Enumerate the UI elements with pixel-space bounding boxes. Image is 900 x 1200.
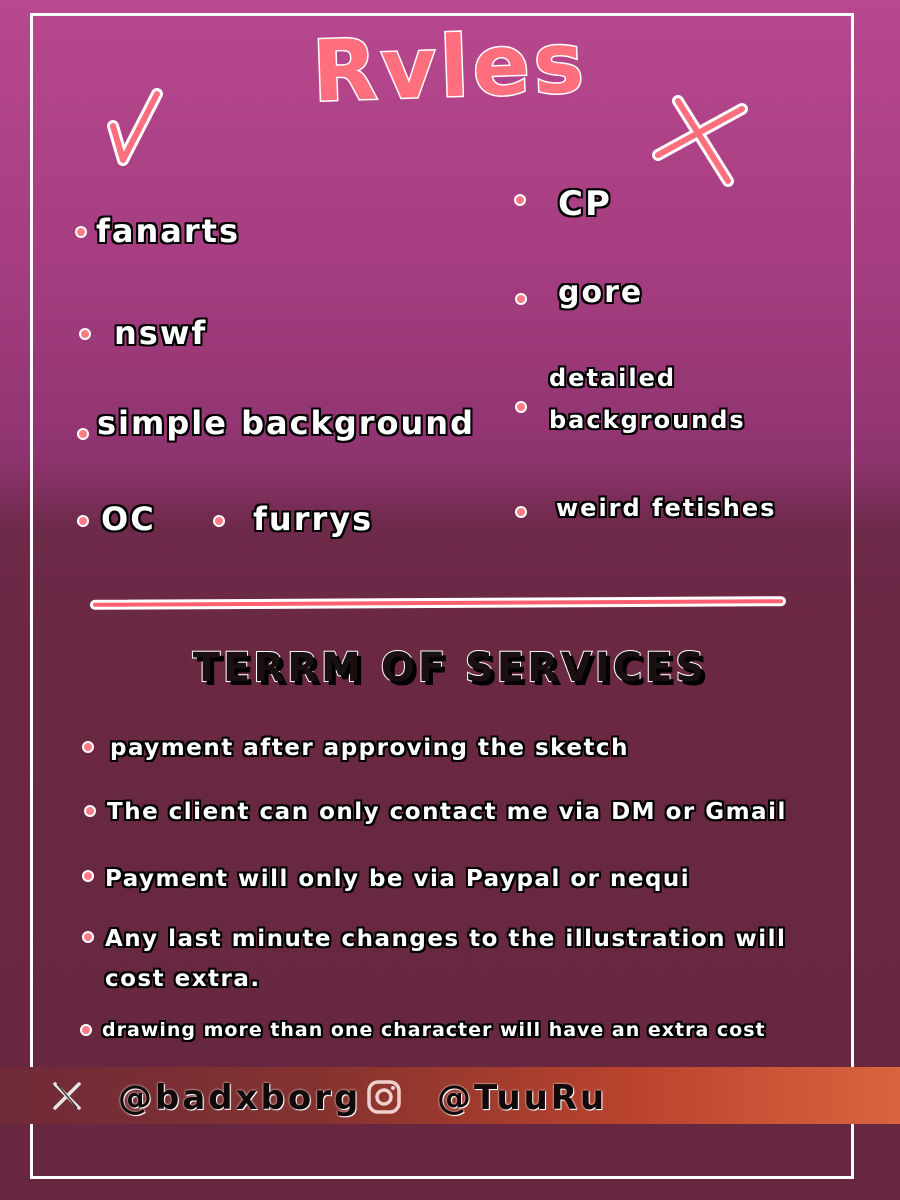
allowed-item-simple-background: simple background [97, 404, 475, 442]
tos-item: Payment will only be via Paypal or nequi [105, 866, 691, 892]
bullet-icon [80, 1024, 92, 1036]
tos-item: drawing more than one character will have an extra cost [102, 1019, 766, 1041]
bullet-icon [82, 931, 94, 943]
allowed-item-fanarts: fanarts [96, 212, 241, 250]
checkmark-icon [105, 88, 165, 168]
bullet-icon [515, 293, 527, 305]
cross-icon [650, 95, 750, 190]
bullet-icon [514, 194, 526, 206]
bullet-icon [82, 870, 94, 882]
bullet-icon [213, 515, 225, 527]
bullet-icon [77, 515, 89, 527]
tos-item: payment after approving the sketch [110, 735, 629, 761]
bullet-icon [515, 506, 527, 518]
allowed-item-nswf: nswf [114, 314, 208, 352]
banned-item-gore: gore [558, 275, 644, 310]
x-logo-icon[interactable] [52, 1081, 82, 1111]
banned-item-cp: CP [558, 184, 612, 224]
tos-item-continued: cost extra. [105, 966, 261, 992]
tos-heading: TERRM OF SERVICES [192, 645, 708, 691]
bullet-icon [77, 428, 89, 440]
bullet-icon [515, 401, 527, 413]
tos-item: Any last minute changes to the illustration will [105, 926, 787, 952]
x-handle[interactable]: @badxborg [118, 1078, 362, 1118]
bullet-icon [84, 805, 96, 817]
instagram-icon[interactable] [366, 1079, 402, 1115]
instagram-handle[interactable]: @TuuRu [437, 1078, 608, 1118]
tos-item: The client can only contact me via DM or Gmail [107, 799, 787, 825]
bullet-icon [75, 226, 87, 238]
banned-item-backgrounds: backgrounds [549, 406, 746, 434]
allowed-item-oc: OC [101, 500, 156, 538]
banned-item-weird-fetishes: weird fetishes [556, 494, 777, 522]
bullet-icon [79, 328, 91, 340]
banned-item-detailed: detailed [549, 364, 677, 392]
allowed-item-furrys: furrys [253, 500, 374, 538]
bullet-icon [82, 741, 94, 753]
page-title: Rvles [310, 13, 590, 121]
